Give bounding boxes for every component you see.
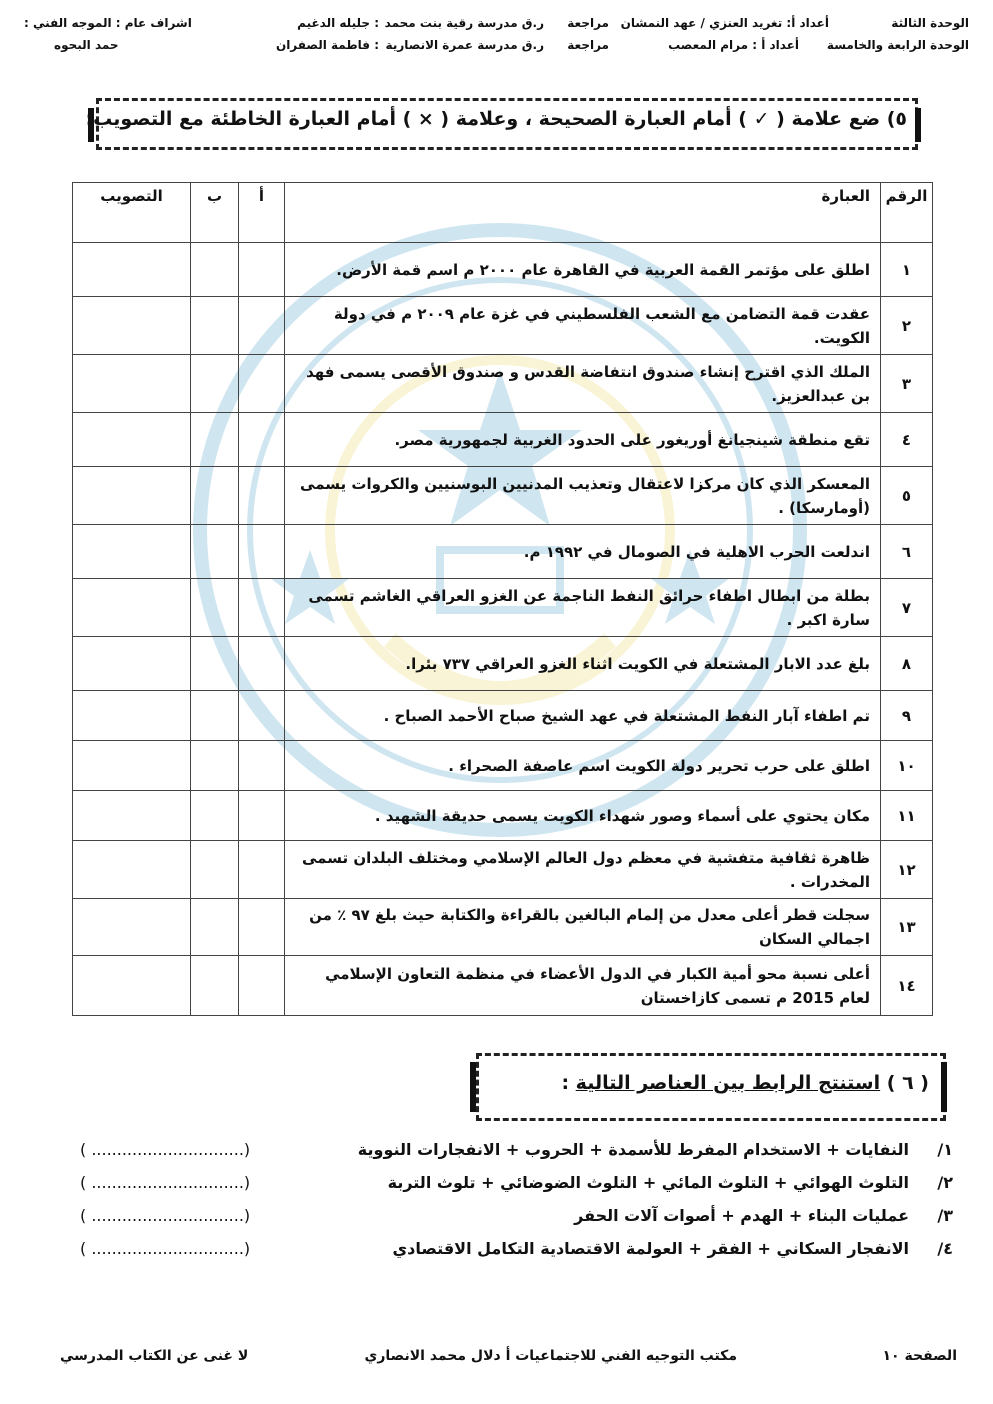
- answer-cell-b[interactable]: [191, 579, 239, 637]
- footer-note: لا غنى عن الكتاب المدرسي: [60, 1348, 249, 1364]
- row-number: ٩: [881, 691, 933, 741]
- correction-cell[interactable]: [73, 899, 191, 956]
- answer-cell-b[interactable]: [191, 467, 239, 525]
- row-number: ١٠: [881, 741, 933, 791]
- table-header-row: [73, 183, 933, 243]
- correction-cell[interactable]: [73, 741, 191, 791]
- header-supervision: اشراف عام : الموجه الفني :: [24, 16, 192, 30]
- header-supervisor-name: حمد البحوه: [54, 38, 119, 52]
- link-row: [80, 1140, 953, 1166]
- table-row: [73, 899, 933, 956]
- answer-cell-a[interactable]: [239, 637, 285, 691]
- answer-cell-b[interactable]: [191, 841, 239, 899]
- section6-colon: :: [561, 1072, 570, 1094]
- section6-number: ( ٦ ): [886, 1072, 929, 1094]
- link-row-items: النفايات + الاستخدام المفرط للأسمدة + الحروب + الانفجارات النووية: [357, 1140, 909, 1159]
- row-number: ١٢: [881, 841, 933, 899]
- header-review-label-2: مراجعة: [567, 38, 609, 52]
- footer-page-number: الصفحة ١٠: [882, 1348, 957, 1364]
- col-header-statement: العبارة: [285, 183, 881, 243]
- correction-cell[interactable]: [73, 413, 191, 467]
- row-number: ٣: [881, 355, 933, 413]
- section6-title-text: استنتج الرابط بين العناصر التالية: [575, 1072, 881, 1094]
- correction-cell[interactable]: [73, 691, 191, 741]
- correction-cell[interactable]: [73, 841, 191, 899]
- table-body: [73, 243, 933, 1016]
- header-unit-4-5: الوحدة الرابعة والخامسة: [826, 38, 969, 52]
- link-row-answer-blank[interactable]: (.............................. ): [80, 1140, 251, 1159]
- table-row: [73, 579, 933, 637]
- row-number: ٥: [881, 467, 933, 525]
- col-header-b: ب: [191, 183, 239, 243]
- link-row-number: ٣/: [937, 1206, 953, 1225]
- row-statement: ظاهرة ثقافية متفشية في معظم دول العالم الإسلامي ومختلف البلدان تسمى المخدرات .: [285, 841, 881, 899]
- answer-cell-b[interactable]: [191, 899, 239, 956]
- row-statement: بطلة من ابطال اطفاء حرائق النفط الناجمة عن الغزو العراقي الغاشم تسمى سارة اكبر .: [285, 579, 881, 637]
- section5-title: ٥) ضع علامة ( ✓ ) أمام العبارة الصحيحة ، وعلامة ( × ) أمام العبارة الخاطئة مع التصويب:: [85, 108, 907, 130]
- row-number: ١: [881, 243, 933, 297]
- correction-cell[interactable]: [73, 467, 191, 525]
- header-reviewer-name-1: : جليله الدغيم: [297, 16, 379, 30]
- link-row-number: ١/: [937, 1140, 953, 1159]
- answer-cell-b[interactable]: [191, 525, 239, 579]
- row-statement: بلغ عدد الابار المشتعلة في الكويت اثناء الغزو العراقي ٧٣٧ بئرا.: [285, 637, 881, 691]
- row-number: ٢: [881, 297, 933, 355]
- correction-cell[interactable]: [73, 297, 191, 355]
- section5-bar-right: [915, 108, 921, 142]
- col-header-correction: التصويب: [73, 183, 191, 243]
- table-row: [73, 467, 933, 525]
- header-reviewer-2: ر.ق مدرسة عمرة الانصارية: [385, 38, 544, 52]
- table-row: [73, 741, 933, 791]
- page-header: [24, 16, 969, 60]
- col-header-num: الرقم: [881, 183, 933, 243]
- row-statement: المعسكر الذي كان مركزا لاعتقال وتعذيب المدنيين البوسنيين والكروات يسمى (أومارسكا) .: [285, 467, 881, 525]
- answer-cell-a[interactable]: [239, 355, 285, 413]
- correction-cell[interactable]: [73, 355, 191, 413]
- header-reviewer-1: ر.ق مدرسة رقية بنت محمد: [384, 16, 544, 30]
- answer-cell-b[interactable]: [191, 637, 239, 691]
- header-unit-3: الوحدة الثالثة: [891, 16, 969, 30]
- row-number: ٤: [881, 413, 933, 467]
- table-row: [73, 691, 933, 741]
- link-row-answer-blank[interactable]: (.............................. ): [80, 1206, 251, 1225]
- header-prepared-1: أعداد أ: تغريد العنزي / عهد النمشان: [620, 16, 829, 30]
- link-row-items: عمليات البناء + الهدم + أصوات آلات الحفر: [574, 1206, 909, 1225]
- answer-cell-b[interactable]: [191, 243, 239, 297]
- row-statement: عقدت قمة التضامن مع الشعب الفلسطيني في غزة عام ٢٠٠٩ م في دولة الكويت.: [285, 297, 881, 355]
- answer-cell-a[interactable]: [239, 413, 285, 467]
- row-statement: اطلق على حرب تحرير دولة الكويت اسم عاصفة الصحراء .: [285, 741, 881, 791]
- link-row-items: الانفجار السكاني + الفقر + العولمة الاقتصادية التكامل الاقتصادي: [392, 1239, 909, 1258]
- row-statement: مكان يحتوي على أسماء وصور شهداء الكويت يسمى حديقة الشهيد .: [285, 791, 881, 841]
- answer-cell-b[interactable]: [191, 956, 239, 1016]
- answer-cell-b[interactable]: [191, 691, 239, 741]
- row-statement: تم اطفاء آبار النفط المشتعلة في عهد الشيخ صباح الأحمد الصباح .: [285, 691, 881, 741]
- table-row: [73, 525, 933, 579]
- answer-cell-b[interactable]: [191, 791, 239, 841]
- row-statement: الملك الذي اقترح إنشاء صندوق انتفاضة القدس و صندوق الأقصى يسمى فهد بن عبدالعزيز.: [285, 355, 881, 413]
- row-number: ٧: [881, 579, 933, 637]
- col-header-a: أ: [239, 183, 285, 243]
- row-number: ١٤: [881, 956, 933, 1016]
- link-row-items: التلوث الهوائي + التلوث المائي + التلوث الضوضائي + تلوث التربة: [387, 1173, 909, 1192]
- correction-cell[interactable]: [73, 525, 191, 579]
- header-prepared-2: أعداد أ : مرام المعصب: [668, 38, 799, 52]
- correction-cell[interactable]: [73, 243, 191, 297]
- row-statement: سجلت قطر أعلى معدل من إلمام البالغين بالقراءة والكتابة حيث بلغ ٩٧ ٪ من اجمالي السكان: [285, 899, 881, 956]
- answer-cell-b[interactable]: [191, 297, 239, 355]
- link-row-answer-blank[interactable]: (.............................. ): [80, 1239, 251, 1258]
- answer-cell-a[interactable]: [239, 741, 285, 791]
- answer-cell-b[interactable]: [191, 413, 239, 467]
- row-statement: اندلعت الحرب الاهلية في الصومال في ١٩٩٢ م.: [285, 525, 881, 579]
- footer-office: مكتب التوجيه الفني للاجتماعيات أ دلال محمد الانصاري: [364, 1348, 737, 1364]
- header-row-1: [24, 16, 969, 36]
- table-row: [73, 637, 933, 691]
- answer-cell-a[interactable]: [239, 899, 285, 956]
- table-row: [73, 243, 933, 297]
- correction-cell[interactable]: [73, 637, 191, 691]
- row-statement: أعلى نسبة محو أمية الكبار في الدول الأعضاء في منظمة التعاون الإسلامي لعام 2015 م تسمى كازاخستان: [285, 956, 881, 1016]
- page-footer: [60, 1348, 957, 1372]
- row-number: ١١: [881, 791, 933, 841]
- answer-cell-a[interactable]: [239, 525, 285, 579]
- link-row: [80, 1239, 953, 1265]
- correction-cell[interactable]: [73, 791, 191, 841]
- answer-cell-a[interactable]: [239, 791, 285, 841]
- answer-cell-a[interactable]: [239, 297, 285, 355]
- section6-bar-left: [470, 1062, 476, 1112]
- link-row: [80, 1206, 953, 1232]
- answer-cell-a[interactable]: [239, 579, 285, 637]
- table-row: [73, 841, 933, 899]
- link-row-number: ٤/: [937, 1239, 953, 1258]
- answer-cell-a[interactable]: [239, 841, 285, 899]
- table-row: [73, 297, 933, 355]
- table-row: [73, 413, 933, 467]
- link-row-answer-blank[interactable]: (.............................. ): [80, 1173, 251, 1192]
- row-statement: اطلق على مؤتمر القمة العربية في القاهرة عام ٢٠٠٠ م اسم قمة الأرض.: [285, 243, 881, 297]
- answer-cell-b[interactable]: [191, 741, 239, 791]
- row-number: ١٣: [881, 899, 933, 956]
- answer-cell-a[interactable]: [239, 691, 285, 741]
- link-row-number: ٢/: [937, 1173, 953, 1192]
- answer-cell-a[interactable]: [239, 243, 285, 297]
- header-reviewer-name-2: : فاطمة الصفران: [275, 38, 379, 52]
- header-review-label-1: مراجعة: [567, 16, 609, 30]
- table-row: [73, 791, 933, 841]
- answer-cell-a[interactable]: [239, 956, 285, 1016]
- true-false-table: [72, 182, 933, 1016]
- answer-cell-b[interactable]: [191, 355, 239, 413]
- table-row: [73, 956, 933, 1016]
- link-row: [80, 1173, 953, 1199]
- row-number: ٨: [881, 637, 933, 691]
- header-row-2: [24, 38, 969, 58]
- section6-title: [561, 1072, 929, 1094]
- row-statement: تقع منطقة شينجيانغ أوريغور على الحدود الغربية لجمهورية مصر.: [285, 413, 881, 467]
- answer-cell-a[interactable]: [239, 467, 285, 525]
- section6-bar-right: [941, 1062, 947, 1112]
- correction-cell[interactable]: [73, 579, 191, 637]
- table-row: [73, 355, 933, 413]
- correction-cell[interactable]: [73, 956, 191, 1016]
- row-number: ٦: [881, 525, 933, 579]
